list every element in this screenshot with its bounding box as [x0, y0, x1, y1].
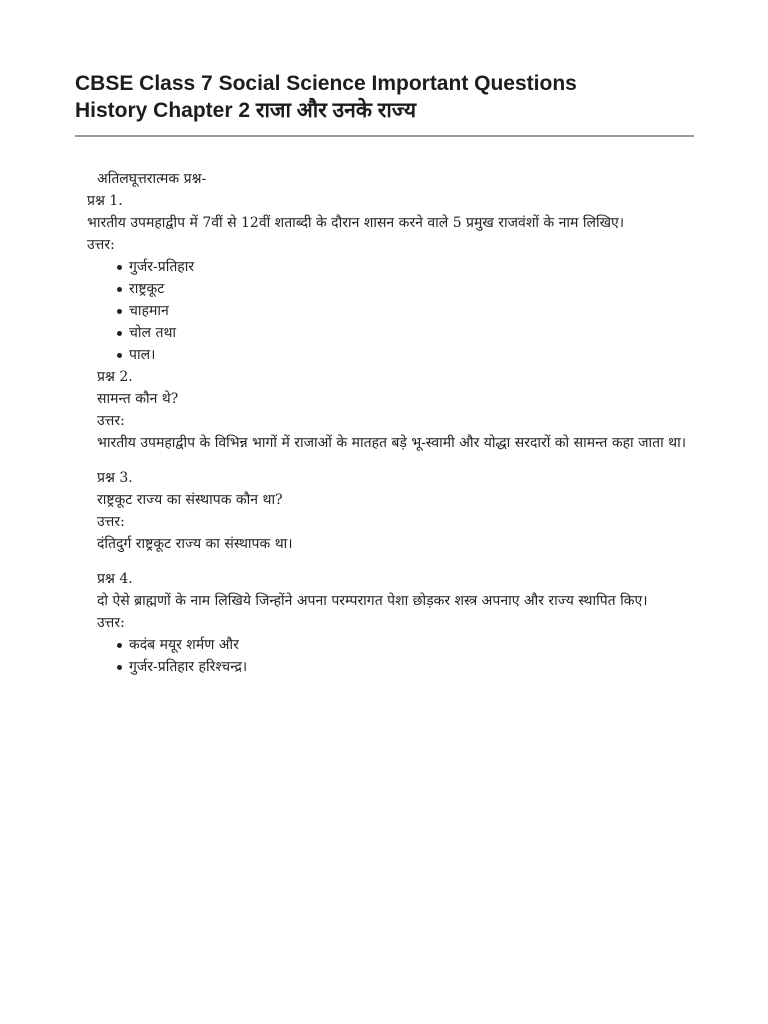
bullet-icon — [117, 665, 122, 670]
question-text: दो ऐसे ब्राह्मणों के नाम लिखिये जिन्होंने अपना परम्परागत पेशा छोड़कर शस्त्र अपनाए और राज्य स्थापित किए। — [97, 593, 648, 609]
answer-label: उत्तर: — [97, 514, 125, 530]
bullet-icon — [117, 353, 122, 358]
bullet-icon — [117, 309, 122, 314]
answer-label: उत्तर: — [97, 615, 125, 631]
answer-text: भारतीय उपमहाद्वीप के विभिन्न भागों में राजाओं के मातहत बड़े भू-स्वामी और योद्धा सरदारों को सामन्त कहा जाता था। — [97, 435, 687, 451]
page-title — [75, 70, 695, 124]
section-heading: अतिलघूत्तरात्मक प्रश्न- — [97, 171, 207, 187]
question-block-4 — [97, 568, 697, 678]
question-label: प्रश्न 2. — [97, 369, 133, 385]
question-label: प्रश्न 3. — [97, 470, 133, 486]
question-label: प्रश्न 1. — [87, 193, 123, 209]
bullet-icon — [117, 287, 122, 292]
spacer — [97, 555, 697, 568]
list-item: कदंब मयूर शर्मण और — [97, 634, 697, 656]
article-body — [87, 168, 697, 678]
bullet-icon — [117, 331, 122, 336]
bullet-icon — [117, 643, 122, 648]
answer-list — [97, 634, 697, 678]
question-block-2 — [97, 366, 697, 454]
answer-list — [97, 256, 697, 366]
answer-label: उत्तर: — [97, 413, 125, 429]
question-label: प्रश्न 4. — [97, 571, 133, 587]
question-text: सामन्त कौन थे? — [97, 391, 179, 407]
list-item: गुर्जर-प्रतिहार हरिश्चन्द्र। — [97, 656, 697, 678]
answer-text: दंतिदुर्ग राष्ट्रकूट राज्य का संस्थापक था। — [97, 536, 293, 552]
page-title-line-1: CBSE Class 7 Social Science Important Questions — [75, 72, 577, 95]
title-divider — [75, 135, 694, 137]
list-item: पाल। — [97, 344, 697, 366]
list-item: राष्ट्रकूट — [97, 278, 697, 300]
question-text: भारतीय उपमहाद्वीप में 7वीं से 12वीं शताब्दी के दौरान शासन करने वाले 5 प्रमुख राजवंशों के नाम लिखिए। — [87, 215, 625, 231]
question-block-3 — [97, 467, 697, 555]
question-text: राष्ट्रकूट राज्य का संस्थापक कौन था? — [97, 492, 283, 508]
list-item: गुर्जर-प्रतिहार — [97, 256, 697, 278]
spacer — [97, 454, 697, 467]
bullet-icon — [117, 265, 122, 270]
question-block-1 — [87, 190, 697, 366]
page-title-line-2: History Chapter 2 राजा और उनके राज्य — [75, 99, 417, 122]
answer-label: उत्तर: — [87, 237, 115, 253]
list-item: चोल तथा — [97, 322, 697, 344]
list-item: चाहमान — [97, 300, 697, 322]
